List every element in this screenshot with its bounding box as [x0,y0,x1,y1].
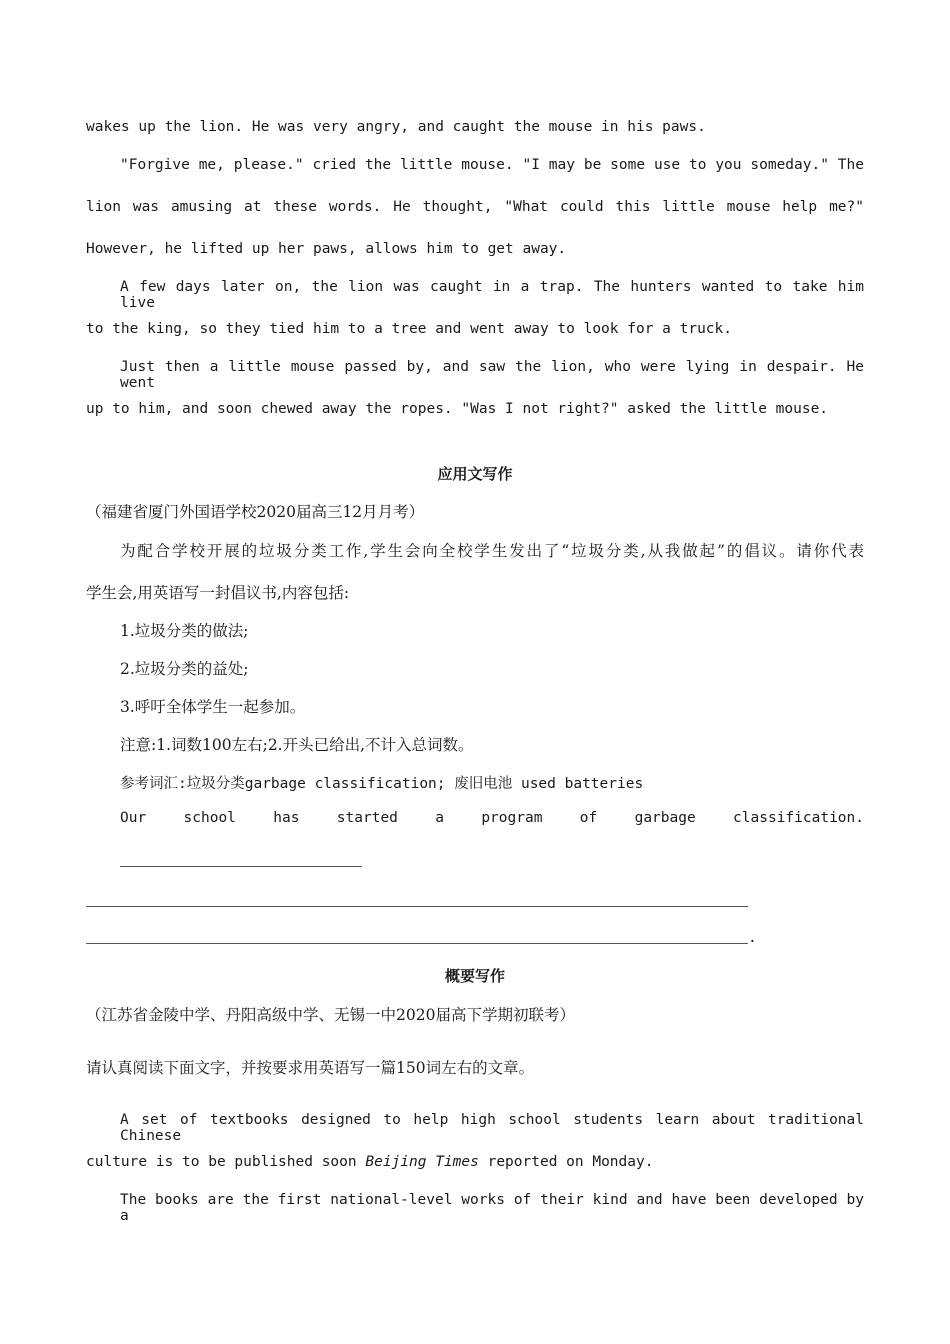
story-line: wakes up the lion. He was very angry, and caught the mouse in his paws. [86,119,706,135]
passage-line [86,1154,653,1170]
prompt-line: 学生会,用英语写一封倡议书,内容包括: [86,584,350,602]
answer-end-period: . [748,930,757,946]
reference-vocabulary: 参考词汇:垃圾分类garbage classification; 废旧电池 used batteries [120,776,644,792]
section-heading-summary-writing: 概要写作 [444,967,505,985]
story-line: A few days later on, the lion was caught in a trap. The hunters wanted to take him live [120,279,864,311]
answer-blank-line[interactable] [120,866,362,867]
word-count-note: 注意:1.词数100左右;2.开头已给出,不计入总词数。 [120,736,474,754]
passage-text: culture is to be published soon [86,1154,366,1170]
story-line: However, he lifted up her paws, allows him to get away. [86,241,567,257]
requirement-item: 1.垃圾分类的做法; [120,622,249,640]
story-line: to the king, so they tied him to a tree and went away to look for a truck. [86,321,733,337]
essay-opening: Our school has started a program of garbage classification. [120,810,864,826]
section-source: （江苏省金陵中学、丹阳高级中学、无锡一中2020届高下学期初联考） [86,1006,575,1024]
passage-line: The books are the first national-level works of their kind and have been developed by a [120,1192,864,1224]
section-heading-practical-writing: 应用文写作 [437,465,513,483]
prompt-line: 为配合学校开展的垃圾分类工作,学生会向全校学生发出了“垃圾分类,从我做起”的倡议。请你代表 [120,542,864,560]
passage-text: reported on Monday. [478,1154,654,1170]
requirement-item: 3.呼吁全体学生一起参加。 [120,698,306,716]
answer-blank-line[interactable] [86,906,748,907]
passage-line: A set of textbooks designed to help high school students learn about traditional Chinese [120,1112,864,1144]
story-line: Just then a little mouse passed by, and saw the lion, who were lying in despair. He went [120,359,864,391]
story-line: "Forgive me, please." cried the little mouse. "I may be some use to you someday." The [120,157,864,173]
answer-blank-line[interactable] [86,943,748,944]
story-line: up to him, and soon chewed away the ropes. "Was I not right?" asked the little mouse. [86,401,829,417]
newspaper-title: Beijing Times [365,1154,479,1170]
requirement-item: 2.垃圾分类的益处; [120,660,249,678]
instruction-text: 请认真阅读下面文字，并按要求用英语写一篇150词左右的文章。 [86,1059,535,1077]
section-source: （福建省厦门外国语学校2020届高三12月月考） [86,503,425,521]
story-line: lion was amusing at these words. He thought, "What could this little mouse help me?" [86,199,864,215]
